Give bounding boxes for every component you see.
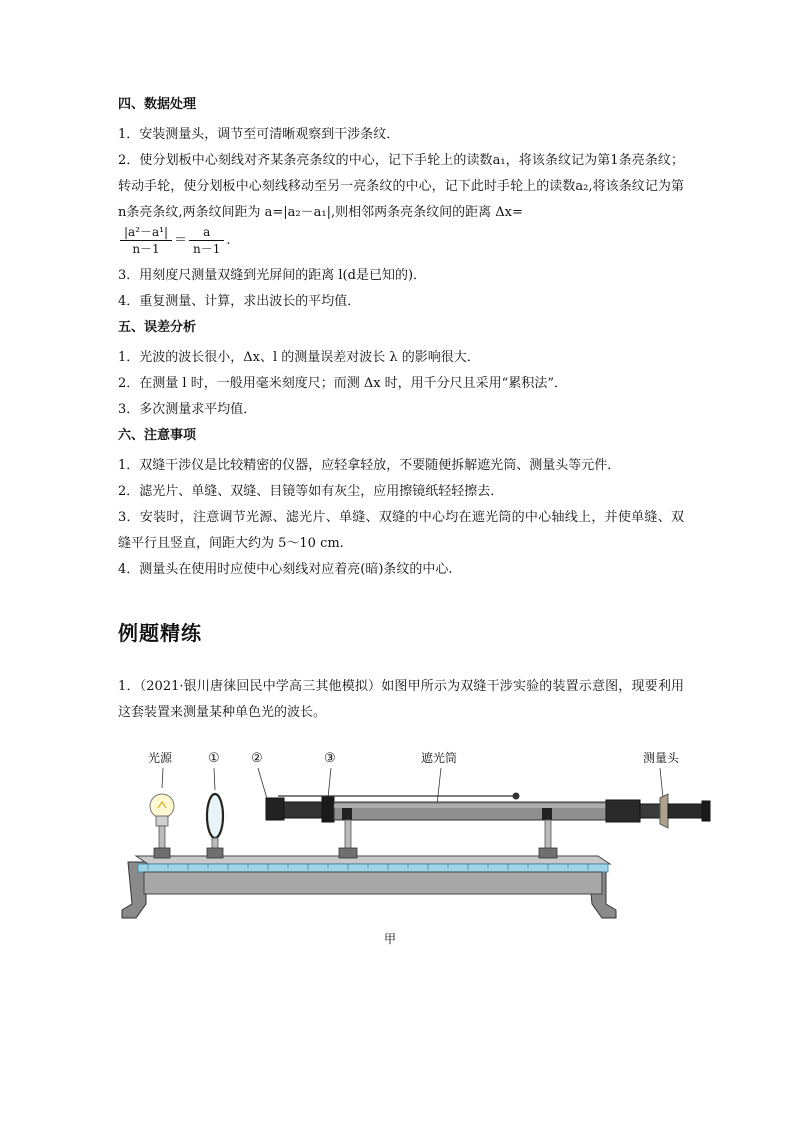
optical-rail bbox=[144, 872, 602, 894]
fraction-denominator: n－1 bbox=[193, 242, 221, 256]
paragraph: 2．使分划板中心刻线对齐某条亮条纹的中心，记下手轮上的读数a₁，将该条纹记为第1条亮条纹；转动手轮，使分划板中心刻线移动至另一亮条纹的中心，记下此时手轮上的读数a₂,将该条纹记为第n条亮条纹,两条纹间距为 a=|a₂－a₁|,则相邻两条亮条纹间的距离 Δx= bbox=[118, 153, 684, 220]
apparatus-figure bbox=[118, 744, 718, 954]
fraction-numerator: a bbox=[189, 224, 224, 241]
measuring-head bbox=[660, 794, 668, 828]
paragraph: 2．在测量 l 时，一般用毫米刻度尺；而测 Δx 时，用千分尺且采用“累积法”． bbox=[118, 376, 567, 391]
label-component-3: ③ bbox=[324, 751, 336, 766]
paragraph: 1．安装测量头，调节至可清晰观察到干涉条纹． bbox=[118, 127, 400, 142]
light-bulb-icon bbox=[150, 794, 174, 818]
label-light-source: 光源 bbox=[148, 751, 173, 765]
formula-delta-x: $\frac{\text{|a²－a¹|}}{n-1}$ ＝ $\frac{a}{n-1}$ . bbox=[118, 224, 684, 257]
label-component-1: ① bbox=[208, 751, 220, 766]
paragraph: 3．多次测量求平均值． bbox=[118, 402, 257, 417]
slit-holder bbox=[266, 798, 284, 820]
paragraph: 3．安装时，注意调节光源、滤光片、单缝、双缝的中心均在遮光筒的中心轴线上，并使单缝、双缝平行且竖直，间距大约为 5～10 cm. bbox=[118, 510, 684, 551]
label-shading-tube: 遮光筒 bbox=[421, 751, 458, 765]
paragraph: 1．双缝干涉仪是比较精密的仪器，应轻拿轻放，不要随便拆解遮光筒、测量头等元件． bbox=[118, 458, 621, 473]
question-1: 1．（2021·银川唐徕回民中学高三其他模拟）如图甲所示为双缝干涉实验的装置示意图，现要利用这套装置来测量某种单色光的波长。 bbox=[118, 679, 684, 720]
filter-lens bbox=[207, 794, 223, 838]
examples-heading: 例题精练 bbox=[118, 621, 202, 645]
section-title-precautions: 六、注意事项 bbox=[118, 428, 197, 443]
paragraph: 2．滤光片、单缝、双缝、目镜等如有灰尘，应用擦镜纸轻轻擦去． bbox=[118, 484, 504, 499]
double-slit-apparatus-diagram bbox=[118, 744, 718, 934]
fraction-numerator: |a²－a¹| bbox=[120, 224, 172, 241]
section-title-data-processing: 四、数据处理 bbox=[118, 97, 197, 112]
paragraph: 3．用刻度尺测量双缝到光屏间的距离 l(d是已知的)． bbox=[118, 268, 427, 283]
document-content bbox=[118, 96, 684, 726]
paragraph: 4．重复测量、计算，求出波长的平均值． bbox=[118, 294, 361, 309]
section-title-error-analysis: 五、误差分析 bbox=[118, 320, 197, 335]
paragraph: 1．光波的波长很小，Δx、l 的测量误差对波长 λ 的影响很大． bbox=[118, 350, 480, 365]
equals-sign: ＝ bbox=[174, 233, 188, 248]
ruler-scale bbox=[138, 864, 608, 872]
eyepiece bbox=[668, 804, 702, 818]
label-measuring-head: 测量头 bbox=[643, 751, 680, 765]
label-component-2: ② bbox=[251, 751, 263, 766]
fraction bbox=[120, 224, 172, 257]
double-slit-holder bbox=[322, 796, 334, 822]
paragraph: 4．测量头在使用时应使中心刻线对应着亮(暗)条纹的中心. bbox=[118, 562, 453, 577]
fraction-denominator: n－1 bbox=[132, 242, 160, 256]
figure-caption: 甲 bbox=[384, 932, 397, 946]
fraction bbox=[189, 224, 224, 257]
